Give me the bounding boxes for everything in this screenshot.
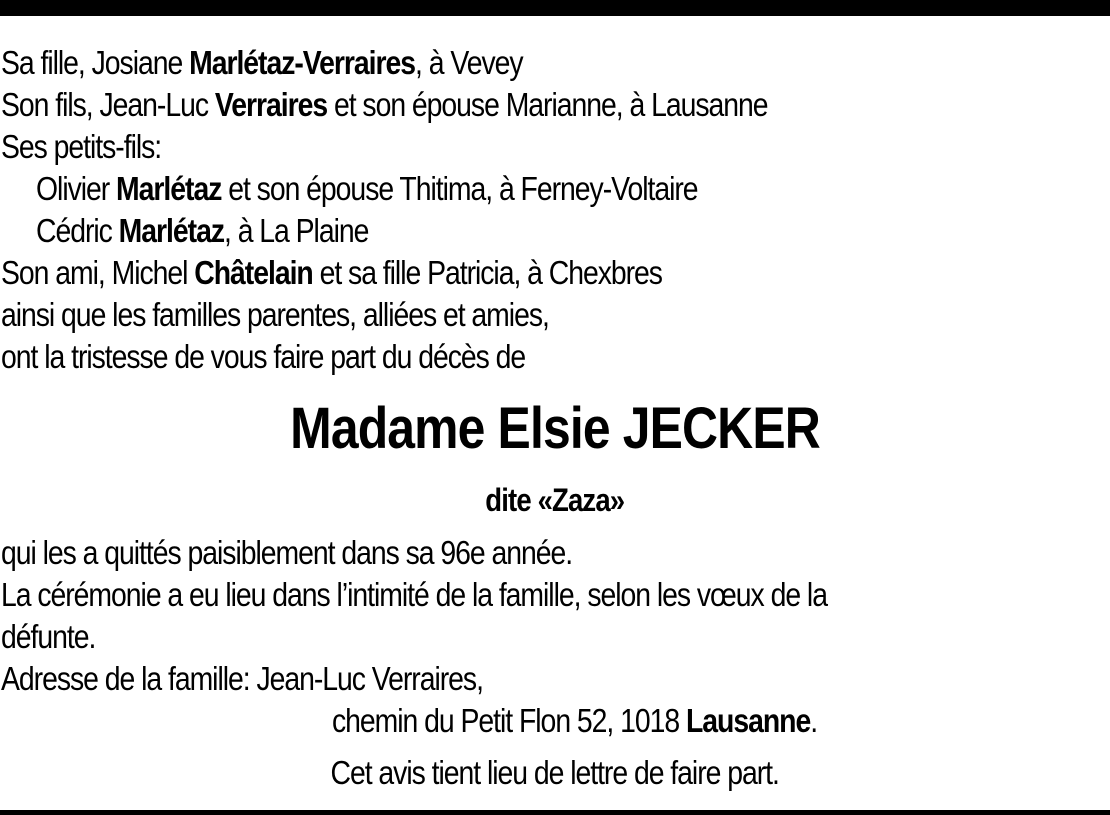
family-line-relatives: ainsi que les familles parentes, alliées et amies, xyxy=(1,296,549,333)
family-line-grandsons-heading: Ses petits-fils: xyxy=(1,128,162,165)
text-segment: Cédric xyxy=(36,212,119,249)
family-line-daughter xyxy=(1,42,523,84)
family-line-grandson-olivier xyxy=(36,168,698,210)
bottom-border-rule xyxy=(0,810,1110,815)
family-line-friend xyxy=(1,252,662,294)
deceased-name xyxy=(0,394,1110,464)
notice-text: Cet avis tient lieu de lettre de faire part. xyxy=(330,754,780,791)
text-segment: , à Vevey xyxy=(415,44,523,81)
text-segment: Sa fille, Josiane xyxy=(1,44,190,81)
address-city-bold: Lausanne xyxy=(685,702,811,739)
notice-line xyxy=(0,752,1110,794)
address-street-text: chemin du Petit Flon 52, 1018 xyxy=(332,702,686,739)
surname-bold: Marlétaz xyxy=(116,170,222,207)
family-line-announcement: ont la tristesse de vous faire part du décès de xyxy=(1,338,526,375)
text-segment: Olivier xyxy=(36,170,117,207)
family-line-son xyxy=(1,84,767,126)
text-segment: , à La Plaine xyxy=(223,212,369,249)
surname-bold: Verraires xyxy=(214,86,328,123)
top-border-rule xyxy=(0,0,1110,16)
text-segment: Son ami, Michel xyxy=(1,254,195,291)
text-segment: et son épouse Marianne, à Lausanne xyxy=(327,86,768,123)
address-end-punctuation: . xyxy=(810,702,818,739)
surname-bold: Châtelain xyxy=(194,254,313,291)
text-segment: et son épouse Thitima, à Ferney-Voltaire xyxy=(221,170,698,207)
family-line-grandson-cedric xyxy=(36,210,368,252)
surname-bold: Marlétaz-Verraires xyxy=(189,44,416,81)
deceased-nickname-text: dite «Zaza» xyxy=(485,482,625,518)
surname-bold: Marlétaz xyxy=(118,212,224,249)
family-address-street xyxy=(332,700,817,742)
deceased-name-text: Madame Elsie JECKER xyxy=(290,396,820,461)
details-line-ceremony: La cérémonie a eu lieu dans l’intimité de la famille, selon les vœux de la xyxy=(1,576,827,613)
details-line-passing: qui les a quittés paisiblement dans sa 96e année. xyxy=(1,534,573,571)
family-address-label: Adresse de la famille: Jean-Luc Verraires, xyxy=(1,660,483,697)
text-segment: Son fils, Jean-Luc xyxy=(1,86,215,123)
details-line-ceremony-cont: défunte. xyxy=(1,618,96,655)
deceased-nickname xyxy=(0,480,1110,520)
text-segment: et sa fille Patricia, à Chexbres xyxy=(312,254,662,291)
